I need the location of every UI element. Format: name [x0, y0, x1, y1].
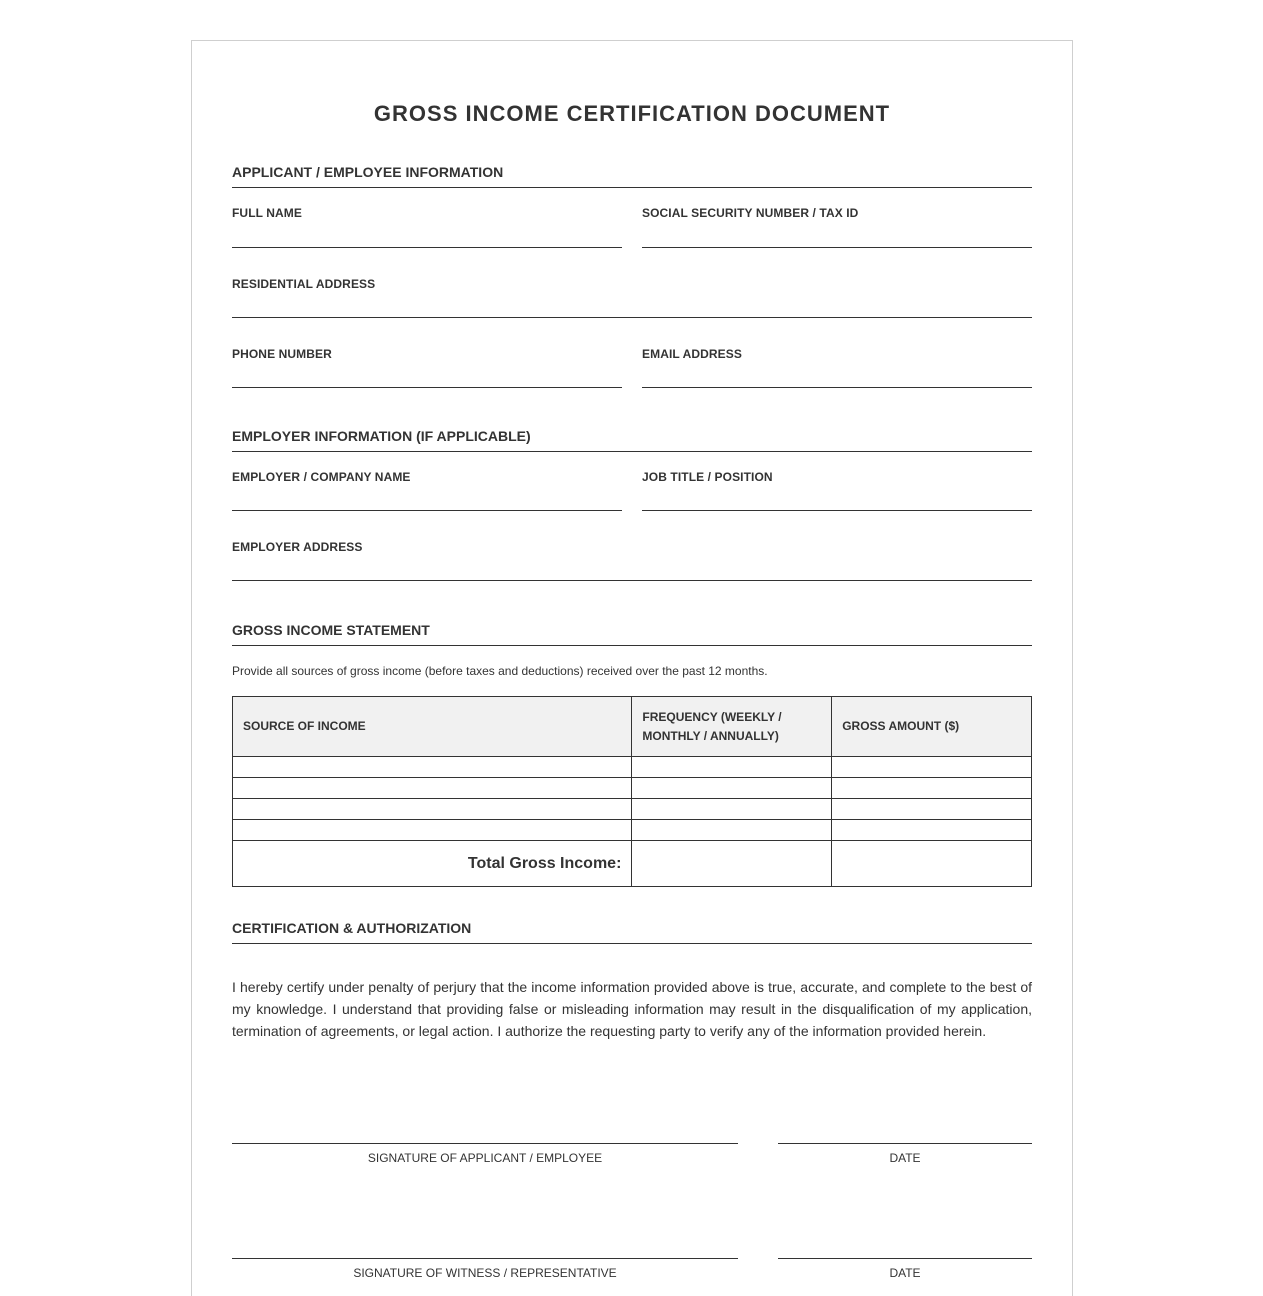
applicant-date-line[interactable]: DATE — [778, 1143, 1032, 1165]
document-title: GROSS INCOME CERTIFICATION DOCUMENT — [373, 101, 891, 126]
applicant-section-heading: APPLICANT / EMPLOYEE INFORMATION — [232, 164, 1032, 188]
job-title-field[interactable] — [642, 470, 1032, 484]
amount-cell[interactable] — [832, 757, 1032, 778]
email-field[interactable] — [642, 347, 1032, 361]
applicant-signature-line[interactable]: SIGNATURE OF APPLICANT / EMPLOYEE — [232, 1143, 738, 1165]
job-title-line[interactable] — [642, 510, 1032, 511]
total-gross-income-label: Total Gross Income: — [233, 841, 632, 887]
amount-cell[interactable] — [832, 820, 1032, 841]
total-amount-cell[interactable] — [832, 841, 1032, 887]
frequency-cell[interactable] — [632, 799, 832, 820]
frequency-column-header: FREQUENCY (WEEKLY / MONTHLY / ANNUALLY) — [632, 697, 832, 757]
employer-address-line[interactable] — [232, 580, 1032, 581]
witness-signature-line[interactable]: SIGNATURE OF WITNESS / REPRESENTATIVE — [232, 1258, 738, 1280]
full-name-line[interactable] — [232, 247, 622, 248]
income-instructions: Provide all sources of gross income (before taxes and deductions) received over the past 12 months. — [232, 664, 768, 678]
full-name-field[interactable] — [232, 206, 622, 220]
certification-statement: I hereby certify under penalty of perjury that the income information provided above is true, accurate, and complete to the best of my knowledge. I understand that providing false or misleading information may result in the disqualification of my application, termination of agreements, or legal action. I authorize the requesting party to verify any of the information provided herein. — [232, 979, 1032, 1039]
employer-company-line[interactable] — [232, 510, 622, 511]
table-row — [233, 820, 1032, 841]
table-row — [233, 799, 1032, 820]
employer-company-label: EMPLOYER / COMPANY NAME — [232, 470, 411, 484]
document-page — [191, 40, 1073, 1296]
source-cell[interactable] — [233, 778, 632, 799]
source-column-header: SOURCE OF INCOME — [233, 697, 632, 757]
frequency-cell[interactable] — [632, 778, 832, 799]
source-cell[interactable] — [233, 799, 632, 820]
ssn-field[interactable] — [642, 206, 1032, 220]
certification-section-heading: CERTIFICATION & AUTHORIZATION — [232, 920, 1032, 944]
phone-label: PHONE NUMBER — [232, 347, 332, 361]
employer-address-label: EMPLOYER ADDRESS — [232, 540, 363, 554]
frequency-cell[interactable] — [632, 820, 832, 841]
phone-field[interactable] — [232, 347, 622, 361]
income-table-header — [233, 697, 1032, 757]
residential-address-field[interactable] — [232, 277, 1032, 291]
ssn-label: SOCIAL SECURITY NUMBER / TAX ID — [642, 206, 859, 220]
full-name-label: FULL NAME — [232, 206, 303, 220]
table-row — [233, 757, 1032, 778]
email-line[interactable] — [642, 387, 1032, 388]
frequency-cell[interactable] — [632, 757, 832, 778]
employer-address-field[interactable] — [232, 540, 1032, 554]
ssn-line[interactable] — [642, 247, 1032, 248]
phone-line[interactable] — [232, 387, 622, 388]
employer-company-field[interactable] — [232, 470, 622, 484]
amount-cell[interactable] — [832, 799, 1032, 820]
total-row — [233, 841, 1032, 887]
residential-address-line[interactable] — [232, 317, 1032, 318]
table-row — [233, 778, 1032, 799]
employer-section-heading: EMPLOYER INFORMATION (IF APPLICABLE) — [232, 428, 1032, 452]
amount-column-header: GROSS AMOUNT ($) — [832, 697, 1032, 757]
income-table — [232, 696, 1032, 887]
residential-address-label: RESIDENTIAL ADDRESS — [232, 277, 376, 291]
job-title-label: JOB TITLE / POSITION — [642, 470, 773, 484]
source-cell[interactable] — [233, 820, 632, 841]
income-section-heading: GROSS INCOME STATEMENT — [232, 622, 1032, 646]
total-frequency-cell[interactable] — [632, 841, 832, 887]
witness-date-line[interactable]: DATE — [778, 1258, 1032, 1280]
amount-cell[interactable] — [832, 778, 1032, 799]
source-cell[interactable] — [233, 757, 632, 778]
email-label: EMAIL ADDRESS — [642, 347, 742, 361]
